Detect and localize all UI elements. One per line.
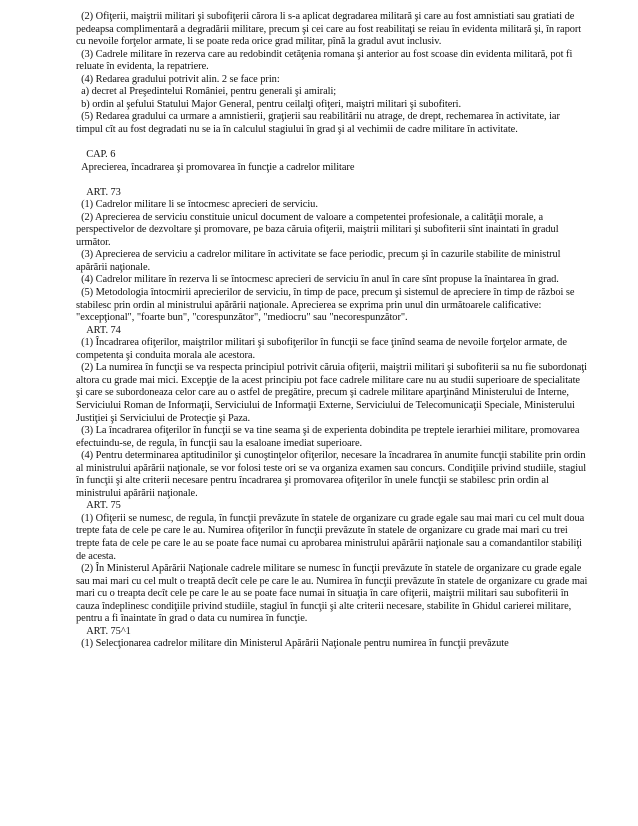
article-heading-75-1: ART. 75^1 [76, 625, 131, 637]
paragraph-art74-alin4: (4) Pentru determinarea aptitudinilor şi cunoştinţelor ofiţerilor, necesare la încadrarea în anumite funcţii stabilite prin ordin al ministrului apărării naţionale, se vor folosi teste ori se va organiza examen sau concurs. Condiţiile privind studiile, stagiul în funcţii şi alte criterii necesare pentru încadrarea şi promovarea ofiţerilor în unele funcţii se stabilesc prin ordin al ministrului apărării naţionale. [76, 450, 589, 499]
paragraph-art73-alin3: (3) Aprecierea de serviciu a cadrelor militare în activitate se face periodic, precum şi în cazurile stabilite de ministrul apărării naţionale. [76, 249, 564, 273]
paragraph-art75-1-alin1: (1) Selecţionarea cadrelor militare din Ministerul Apărării Naţionale pentru numirea în funcţii prevăzute [76, 638, 509, 650]
blank-line [76, 136, 588, 149]
paragraph-art73-alin2: (2) Aprecierea de serviciu constituie unicul document de valoare a competentei profesionale, a calităţii morale, a perspectivelor de dezvoltare şi promovare, pe baza căruia ofiţerii, maiştrii militari şi subofiterii sînt inaintati în gradul următor. [76, 211, 562, 248]
chapter-title: Aprecierea, încadrarea şi promovarea în funcţie a cadrelor militare [76, 161, 355, 173]
article-heading-73: ART. 73 [76, 186, 121, 198]
paragraph-art72-alin3: (3) Cadrele militare în rezerva care au redobindit cetăţenia romana şi anterior au fost scoase din evidenta militară, pot fi reluate în evidenta, la repatriere. [76, 48, 575, 73]
blank-line [76, 174, 588, 187]
paragraph-art72-alin4-b: b) ordin al şefului Statului Major General, pentru ceilalţi ofiţeri, maiştri militari şi subofiteri. [76, 98, 462, 110]
paragraph-art72-alin4-a: a) decret al Preşedintelui României, pentru generali şi amirali; [76, 86, 337, 98]
article-heading-75: ART. 75 [76, 500, 121, 512]
document-body [76, 11, 588, 651]
paragraph-art74-alin1: (1) Încadrarea ofiţerilor, maiştrilor militari şi subofiţerilor în funcţii se face ţinînd seama de nevoile forţelor armate, de competenta şi conduita morala ale acestora. [76, 337, 570, 361]
paragraph-art73-alin5: (5) Metodologia întocmirii aprecierilor de serviciu, în timp de pace, precum şi sistemul de apreciere în timp de război se stabilesc prin ordin al ministrului apărării naţionale. Aprecierea se exprima prin unul din următoarele calificative: "excepţional", "foarte bun", "corespunzător", "mediocru" sau "necorespunzător". [76, 287, 578, 324]
paragraph-art72-alin4: (4) Redarea gradului potrivit alin. 2 se face prin: [76, 73, 280, 85]
chapter-heading: CAP. 6 [76, 149, 116, 161]
article-heading-74: ART. 74 [76, 324, 121, 336]
paragraph-art74-alin3: (3) La încadrarea ofiţerilor în funcţii se va tine seama şi de experienta dobindita pe treptele ierarhiei militare, promovarea efectuindu-se, de regula, în funcţii sau la esaloane imediat superioare. [76, 425, 582, 449]
paragraph-art72-alin5: (5) Redarea gradului ca urmare a amnistierii, graţierii sau reabilitării nu atrage, de drept, rechemarea în activitate, iar timpul cît au fost degradati nu se ia în calculul stagiului în grad şi al vechimii de cadre militare în activitate. [76, 111, 563, 135]
paragraph-art72-alin2: (2) Ofiţerii, maiştrii militari şi subofiţerii cărora li s-a aplicat degradarea militară şi care au fost amnistiati sau gratiati de pedeapsa complimentară a degradării militare, precum şi cei care au fost reabilitaţi se reiau în evidenta militară şi, în raport cu nevoile forţelor armate, li se poate reda orice grad militar, pînă la gradul avut inclusiv. [76, 11, 584, 48]
paragraph-art74-alin2: (2) La numirea în funcţii se va respecta principiul potrivit căruia ofiţerii, maiştrii militari şi subofiterii sa nu fie subordonaţi altora cu grade mai mici. Excepţie de la acest principiu pot face cadrele militare care nu au studii superioare de specialitate şi care se subordoneaza celor care au o astfel de pregătire, precum şi cadrele militare aparţinând Ministerului de Interne, Serviciului Roman de Informaţii, Serviciului de Informaţii Externe, Serviciului de Telecomunicaţii Speciale, Ministerului Justiţiei şi Serviciului de Protecţie şi Paza. [76, 362, 590, 424]
paragraph-art73-alin4: (4) Cadrelor militare în rezerva li se întocmesc aprecieri de serviciu în anul în care sînt propuse la înaintarea în grad. [76, 274, 559, 286]
paragraph-art73-alin1: (1) Cadrelor militare li se întocmesc aprecieri de serviciu. [76, 199, 318, 211]
paragraph-art75-alin1: (1) Ofiţerii se numesc, de regula, în funcţii prevăzute în statele de organizare cu grade egale sau mai mari cu cel mult doua trepte fata de cele pe care le au. Numirea ofiţerilor în funcţii prevăzute în statele de organizare cu grade mai mari cu trei trepte fata de cele pe care le au se poate face numai cu aprobarea ministrului apărării naţionale sau a comandantilor stabiliţi de acesta. [76, 512, 587, 562]
paragraph-art75-alin2: (2) În Ministerul Apărării Naţionale cadrele militare se numesc în funcţii prevăzute în statele de organizare cu grade egale sau mai mari cu cel mult o treaptă decît cele pe care le au. Numirea în funcţii prevăzute în statele de organizare cu grade mai mari cu o treapta decît cele pe care le au se poate face numai în situaţia în care ofiţerii, maiştrii militari sau subofiterii în cauza îndeplinesc condiţiile privind studiile, stagiul în funcţii şi alte criterii necesare, stabilite în Ghidul carierei militare, pentru a fi înaintate în grad o data cu numirea în funcţie. [76, 563, 590, 625]
